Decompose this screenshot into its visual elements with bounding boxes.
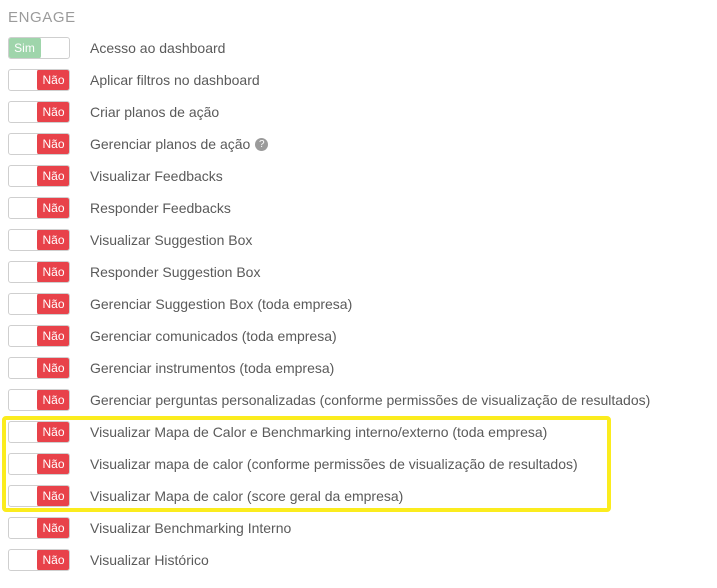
permission-toggle[interactable]: [8, 293, 70, 315]
permission-toggle[interactable]: [8, 325, 70, 347]
permission-label: Visualizar mapa de calor (conforme permissões de visualização de resultados): [90, 456, 578, 472]
permission-label: Criar planos de ação: [90, 104, 220, 120]
toggle-knob-label: Não: [37, 261, 70, 283]
permission-row: [0, 32, 717, 64]
help-icon[interactable]: ?: [255, 138, 268, 151]
section-title: ENGAGE: [8, 9, 76, 26]
toggle-knob-label: Não: [37, 357, 70, 379]
permission-row: [0, 128, 717, 160]
permission-row: [0, 256, 717, 288]
permission-row: [0, 512, 717, 544]
permission-label: Aplicar filtros no dashboard: [90, 72, 260, 88]
toggle-knob-label: Não: [37, 69, 70, 91]
permission-label: Gerenciar comunicados (toda empresa): [90, 328, 337, 344]
permission-label: Visualizar Mapa de calor (score geral da empresa): [90, 488, 404, 504]
toggle-knob-label: Sim: [8, 37, 41, 59]
permission-label: Responder Feedbacks: [90, 200, 231, 216]
permission-toggle[interactable]: [8, 485, 70, 507]
permission-row: [0, 288, 717, 320]
permission-toggle[interactable]: [8, 101, 70, 123]
permission-label: Gerenciar perguntas personalizadas (conforme permissões de visualização de resultados): [90, 392, 651, 408]
toggle-knob-label: Não: [37, 101, 70, 123]
toggle-knob-label: Não: [37, 517, 70, 539]
permission-label: Visualizar Histórico: [90, 552, 209, 568]
permission-toggle[interactable]: [8, 421, 70, 443]
permission-label: Acesso ao dashboard: [90, 40, 226, 56]
permission-toggle[interactable]: [8, 165, 70, 187]
toggle-knob-label: Não: [37, 453, 70, 475]
toggle-knob-label: Não: [37, 293, 70, 315]
toggle-knob-label: Não: [37, 325, 70, 347]
permission-toggle[interactable]: [8, 229, 70, 251]
permission-toggle[interactable]: [8, 37, 70, 59]
permission-row: [0, 320, 717, 352]
toggle-knob-label: Não: [37, 229, 70, 251]
permission-label: Gerenciar planos de ação ?: [90, 136, 268, 152]
toggle-knob-label: Não: [37, 485, 70, 507]
permission-toggle[interactable]: [8, 357, 70, 379]
permission-row: [0, 160, 717, 192]
permission-label: Visualizar Feedbacks: [90, 168, 223, 184]
permission-row: [0, 96, 717, 128]
permission-row: [0, 544, 717, 576]
permission-label: Visualizar Benchmarking Interno: [90, 520, 292, 536]
permission-label: Gerenciar Suggestion Box (toda empresa): [90, 296, 353, 312]
permission-toggle[interactable]: [8, 389, 70, 411]
permission-row: [0, 480, 717, 512]
toggle-knob-label: Não: [37, 389, 70, 411]
toggle-knob-label: Não: [37, 133, 70, 155]
toggle-knob-label: Não: [37, 197, 70, 219]
permission-toggle[interactable]: [8, 133, 70, 155]
permission-label: Responder Suggestion Box: [90, 264, 261, 280]
toggle-knob-label: Não: [37, 421, 70, 443]
permission-toggle[interactable]: [8, 517, 70, 539]
permission-label: Visualizar Suggestion Box: [90, 232, 253, 248]
permission-row: [0, 352, 717, 384]
toggle-knob-label: Não: [37, 165, 70, 187]
permission-toggle[interactable]: [8, 453, 70, 475]
permission-list: [0, 32, 717, 576]
permission-row: [0, 416, 717, 448]
permission-toggle[interactable]: [8, 549, 70, 571]
permission-row: [0, 192, 717, 224]
permission-row: [0, 224, 717, 256]
toggle-knob-label: Não: [37, 549, 70, 571]
permission-toggle[interactable]: [8, 69, 70, 91]
permission-label: Visualizar Mapa de Calor e Benchmarking interno/externo (toda empresa): [90, 424, 548, 440]
permission-label: Gerenciar instrumentos (toda empresa): [90, 360, 335, 376]
permission-row: [0, 448, 717, 480]
permission-toggle[interactable]: [8, 261, 70, 283]
permission-row: [0, 64, 717, 96]
permission-toggle[interactable]: [8, 197, 70, 219]
permission-row: [0, 384, 717, 416]
